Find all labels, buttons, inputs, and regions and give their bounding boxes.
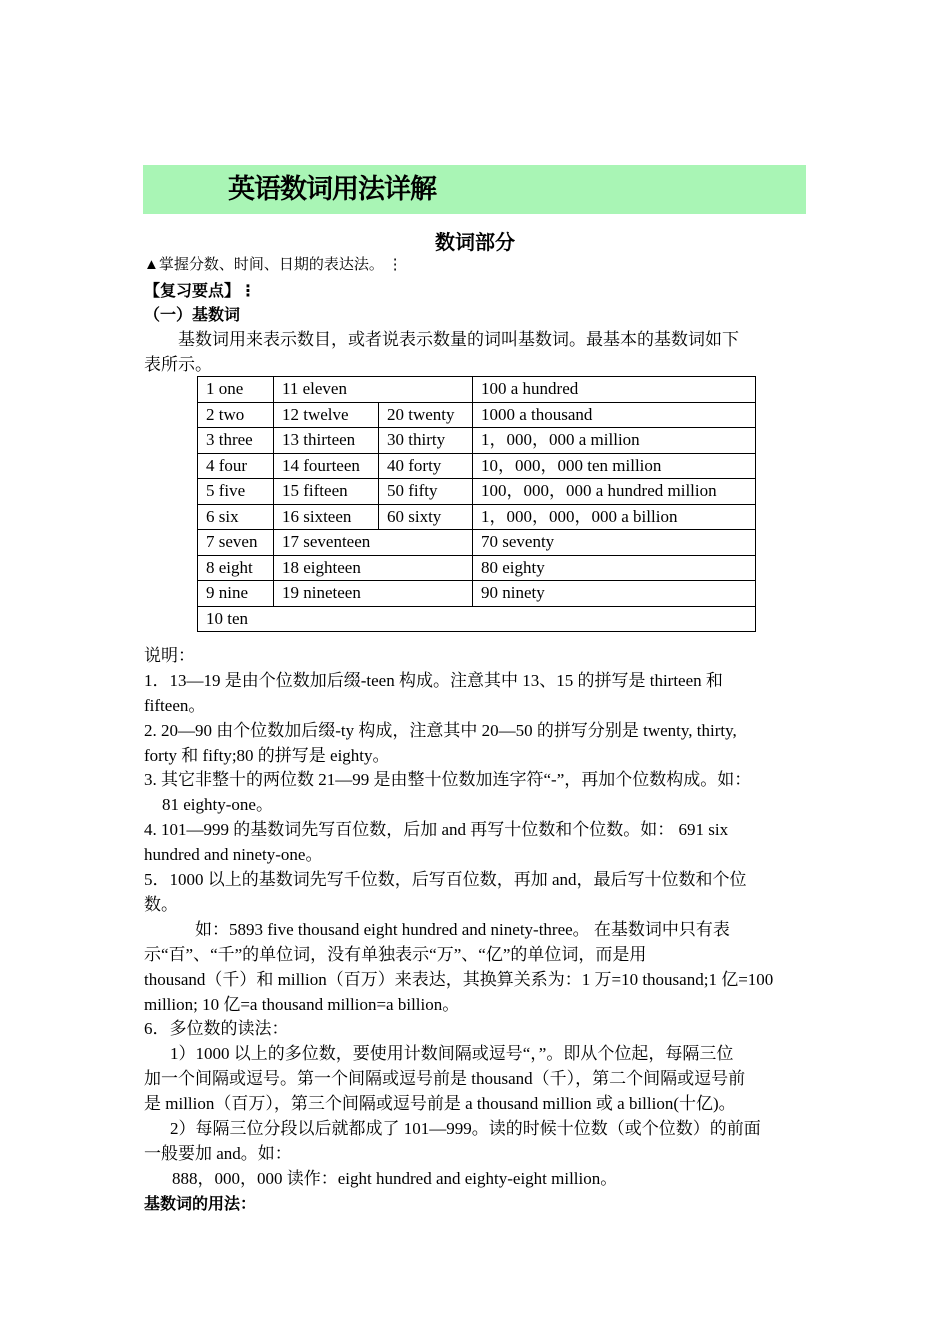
- table-cell: 7 seven: [198, 530, 274, 556]
- table-cell: 12 twelve: [274, 402, 379, 428]
- table-cell: 30 thirty: [379, 428, 473, 454]
- table-cell: 1000 a thousand: [473, 402, 756, 428]
- table-cell: 20 twenty: [379, 402, 473, 428]
- table-cell: 8 eight: [198, 555, 274, 581]
- note-line: million; 10 亿=a thousand million=a billion。: [144, 995, 460, 1014]
- note-line: forty 和 fifty;80 的拼写是 eighty。: [144, 746, 390, 765]
- intro-line: ▲掌握分数、时间、日期的表达法。 ⋮: [144, 257, 403, 273]
- table-cell: 19 nineteen: [274, 581, 473, 607]
- table-cell: 4 four: [198, 453, 274, 479]
- note-line: 1）1000 以上的多位数，要使用计数间隔或逗号“，”。即从个位起，每隔三位: [170, 1044, 734, 1063]
- table-cell: 5 five: [198, 479, 274, 505]
- note-line: 一般要加 and。如：: [144, 1144, 292, 1163]
- cardinal-number-table: [197, 376, 756, 632]
- table-cell: 6 six: [198, 504, 274, 530]
- note-line: 888，000，000 读作：eight hundred and eighty-eight million。: [172, 1169, 618, 1188]
- table-row: [198, 402, 756, 428]
- table-cell: 11 eleven: [274, 377, 473, 403]
- note-line: 示“百”、“千”的单位词，没有单独表示“万”、“亿”的单位词，而是用: [144, 945, 647, 964]
- table-cell: 1，000，000 a million: [473, 428, 756, 454]
- note-line: 如：5893 five thousand eight hundred and ninety-three。 在基数词中只有表: [195, 920, 730, 939]
- note-line: 6．多位数的读法：: [144, 1019, 289, 1038]
- table-cell: 100 a hundred: [473, 377, 756, 403]
- table-row: [198, 479, 756, 505]
- table-cell: 14 fourteen: [274, 453, 379, 479]
- table-cell: 80 eighty: [473, 555, 756, 581]
- note-line: 3. 其它非整十的两位数 21—99 是由整十位数加连字符“-”，再加个位数构成。如：: [144, 770, 752, 789]
- table-row: [198, 530, 756, 556]
- table-cell: 90 ninety: [473, 581, 756, 607]
- note-line: 4. 101—999 的基数词先写百位数，后加 and 再写十位数和个位数。如： 691 six: [144, 820, 729, 839]
- paragraph-line: 表所示。: [144, 355, 212, 374]
- note-line: hundred and ninety-one。: [144, 845, 323, 864]
- table-cell: 100，000，000 a hundred million: [473, 479, 756, 505]
- table-row: [198, 606, 756, 632]
- table-cell: 15 fifteen: [274, 479, 379, 505]
- note-line: 2. 20—90 由个位数加后缀-ty 构成，注意其中 20—50 的拼写分别是 twenty, thirty,: [144, 721, 737, 740]
- table-row: [198, 581, 756, 607]
- note-line: 1．13—19 是由个位数加后缀-teen 构成。注意其中 13、15 的拼写是 thirteen 和: [144, 671, 723, 690]
- table-row: [198, 428, 756, 454]
- paragraph-line: 基数词用来表示数目，或者说表示数量的词叫基数词。最基本的基数词如下: [178, 330, 739, 349]
- note-line: thousand（千）和 million（百万）来表达，其换算关系为：1 万=10 thousand;1 亿=100: [144, 970, 774, 989]
- table-cell: 10 ten: [198, 606, 756, 632]
- note-line: 数。: [144, 895, 178, 914]
- table-cell: 70 seventy: [473, 530, 756, 556]
- table-cell: 9 nine: [198, 581, 274, 607]
- table-cell: 10，000，000 ten million: [473, 453, 756, 479]
- table-cell: 1 one: [198, 377, 274, 403]
- table-cell: 1，000，000，000 a billion: [473, 504, 756, 530]
- note-line: 81 eighty-one。: [162, 795, 273, 814]
- section-subtitle: 数词部分: [435, 230, 515, 254]
- table-cell: 2 two: [198, 402, 274, 428]
- table-cell: 17 seventeen: [274, 530, 473, 556]
- note-line: fifteen。: [144, 696, 206, 715]
- note-line: 2）每隔三位分段以后就都成了 101—999。读的时候十位数（或个位数）的前面: [170, 1119, 761, 1138]
- table-cell: 3 three: [198, 428, 274, 454]
- table-row: [198, 377, 756, 403]
- table-row: [198, 555, 756, 581]
- table-cell: 13 thirteen: [274, 428, 379, 454]
- note-line: 5．1000 以上的基数词先写千位数，后写百位数，再加 and，最后写十位数和个位: [144, 870, 747, 889]
- table-cell: 40 forty: [379, 453, 473, 479]
- table-cell: 50 fifty: [379, 479, 473, 505]
- table-cell: 16 sixteen: [274, 504, 379, 530]
- table-row: [198, 453, 756, 479]
- notes-heading: 说明：: [144, 646, 195, 665]
- table-row: [198, 504, 756, 530]
- title-banner: [143, 165, 806, 214]
- table-cell: 18 eighteen: [274, 555, 473, 581]
- note-line: 加一个间隔或逗号。第一个间隔或逗号前是 thousand（千），第二个间隔或逗号前: [144, 1069, 746, 1088]
- usage-heading: 基数词的用法：: [144, 1194, 257, 1213]
- page-title: 英语数词用法详解: [228, 174, 436, 205]
- table-cell: 60 sixty: [379, 504, 473, 530]
- review-heading: 【复习要点】⋮: [144, 281, 257, 300]
- section-heading-cardinal: （一）基数词: [144, 305, 241, 324]
- note-line: 是 million（百万），第三个间隔或逗号前是 a thousand million 或 a billion(十亿)。: [144, 1094, 736, 1113]
